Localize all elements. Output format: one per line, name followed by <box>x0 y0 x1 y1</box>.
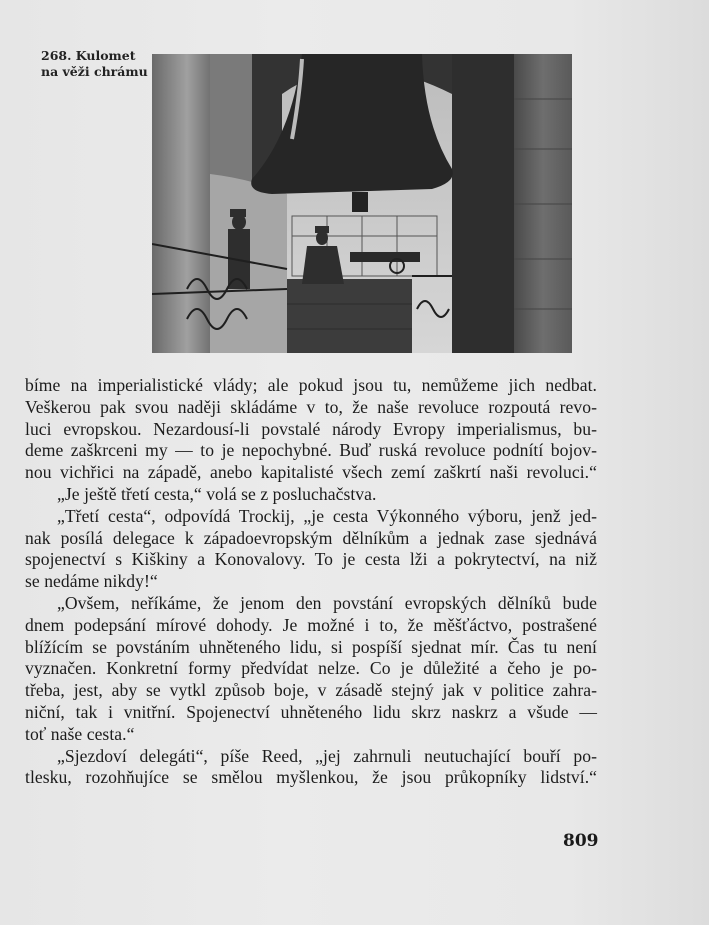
paragraph <box>25 593 597 746</box>
text-line: nou vichřici na západě, anebo kapitalisté všech zemí zaškrtí naši revoluci.“ <box>25 462 597 483</box>
paragraph <box>25 484 597 506</box>
text-line: „Třetí cesta“, odpovídá Trockij, „je cesta Výkonného výboru, jenž jed- <box>57 505 597 526</box>
text-line: vyznačen. Konkretní formy předvídat nelze. Co je důležité a čeho je po- <box>25 658 597 679</box>
text-line: se nedáme nikdy!“ <box>25 571 158 592</box>
text-line: luci evropskou. Nezardousí-li povstalé národy Evropy imperialismus, bu- <box>25 418 597 439</box>
text-line: tlesku, rozohňujíce se smělou myšlenkou, že jsou průkopníky lidství.“ <box>25 767 597 788</box>
text-line: toť naše cesta.“ <box>25 723 135 744</box>
text-line: dnem podepsání mírové dohody. Je možné i to, že měšťáctvo, postrašené <box>25 614 597 635</box>
text-line: blížícím se povstáním uhněteného lidu, si pospíší sjednat mír. Čas tu není <box>25 636 597 657</box>
text-line: spojenectví s Kiškiny a Konovalovy. To je cesta lži a pokrytectví, na niž <box>25 549 597 570</box>
paragraph <box>25 746 597 790</box>
bell-tower-photo <box>152 54 572 353</box>
text-line: „Je ještě třetí cesta,“ volá se z posluchačstva. <box>57 483 377 504</box>
text-line: „Sjezdoví delegáti“, píše Reed, „jej zahrnuli neutuchající bouří po- <box>57 745 597 766</box>
figure-caption <box>41 48 153 80</box>
text-line: „Ovšem, neříkáme, že jenom den povstání evropských dělníků bude <box>57 592 597 613</box>
text-line: třeba, jest, aby se vytkl způsob boje, v zásadě stejný jak v politice zahra- <box>25 680 597 701</box>
photo-illustration <box>152 54 572 353</box>
text-line: niční, tak i vnitřní. Spojenectví uhněteného lidu skrz naskrz a všude — <box>25 701 597 722</box>
paragraph <box>25 506 597 593</box>
page-number: 809 <box>563 831 599 851</box>
text-line: nak posílá delegace k západoevropským dělníkům a jednak zase sjednává <box>25 527 597 548</box>
paragraph <box>25 375 597 484</box>
text-line: Veškerou pak svou naději skládáme v to, že naše revoluce rozpoutá revo- <box>25 396 597 417</box>
body-text <box>25 375 597 789</box>
text-line: deme zaškrceni my — to je nepochybné. Buď ruská revoluce podnítí bojov- <box>25 440 597 461</box>
caption-line: na věži chrámu <box>41 64 148 79</box>
caption-line: 268. Kulomet <box>41 48 136 63</box>
text-line: bíme na imperialistické vlády; ale pokud jsou tu, nemůžeme jich nedbat. <box>25 375 597 395</box>
